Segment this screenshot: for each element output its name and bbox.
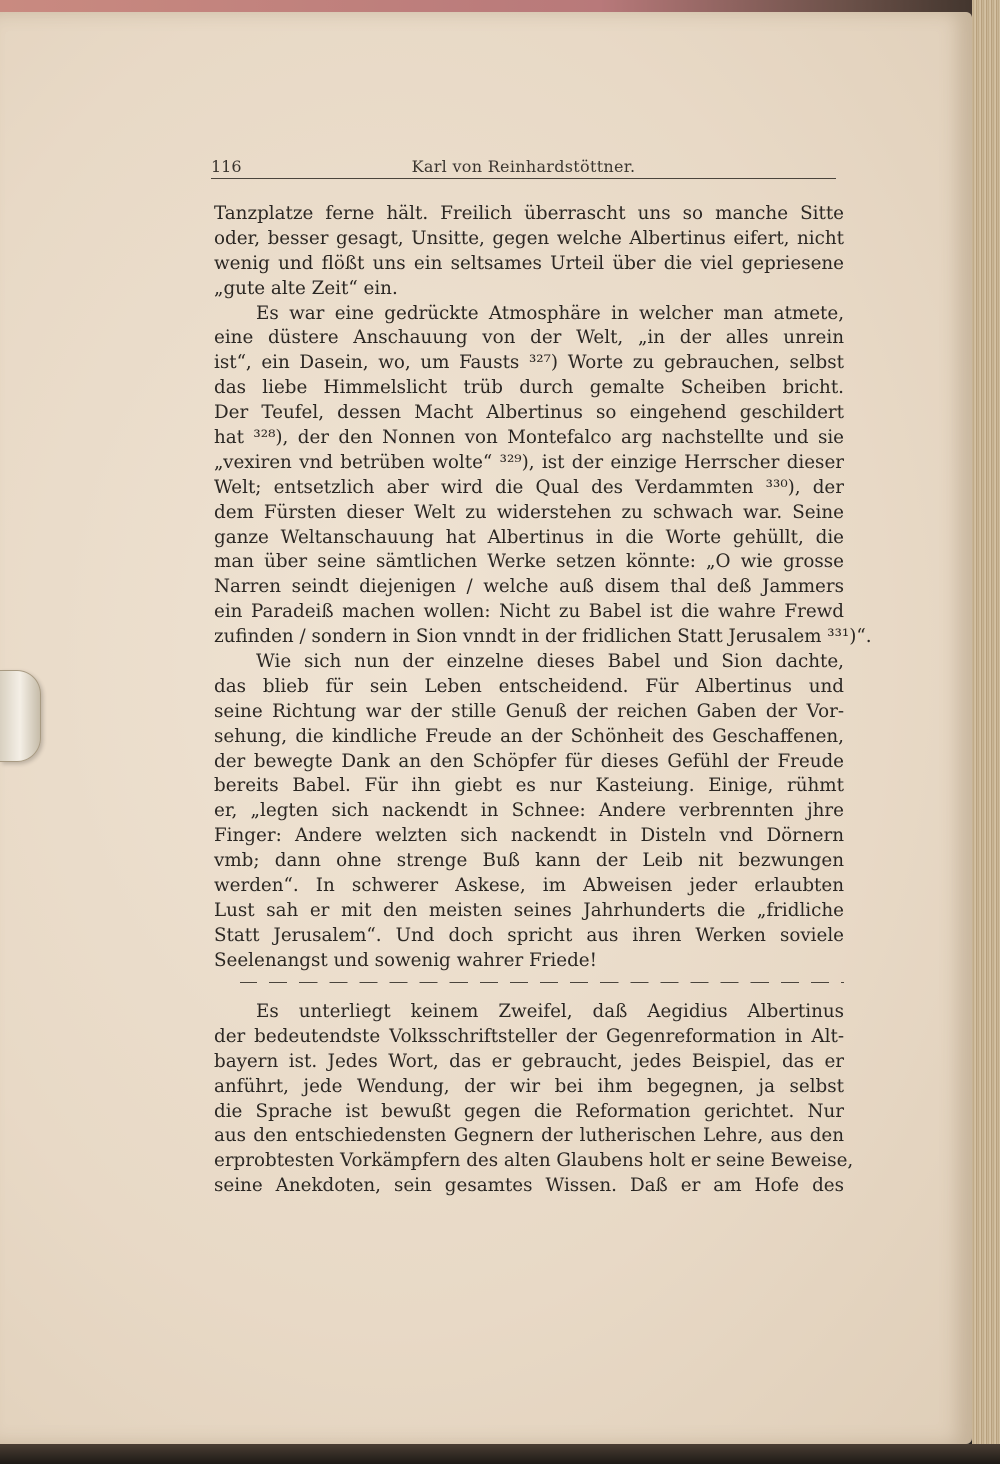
text-line: die Sprache ist bewußt gegen die Reformation gerichtet. Nur <box>214 1100 844 1122</box>
text-line: er, „legten sich nackendt in Schnee: Andere verbrennten jhre <box>214 800 844 822</box>
section-separator <box>240 982 844 983</box>
running-title: Karl von Reinhardstöttner. <box>411 157 636 176</box>
text-line: Welt; entsetzlich aber wird die Qual des Verdammten ³³⁰), der <box>214 476 844 498</box>
page-number: 116 <box>211 157 242 176</box>
text-line: Statt Jerusalem“. Und doch spricht aus ihren Werken soviele <box>214 924 844 946</box>
text-line: eine düstere Anschauung von der Welt, „in der alles unrein <box>214 327 844 349</box>
text-line: Es unterliegt keinem Zweifel, daß Aegidius Albertinus <box>256 1001 844 1022</box>
page-fore-edge <box>972 0 1000 1464</box>
text-line: Lust sah er mit den meisten seines Jahrhunderts die „fridliche <box>214 899 844 921</box>
text-line: „vexiren vnd betrüben wolte“ ³²⁹), ist der einzige Herrscher dieser <box>214 451 844 473</box>
text-line: vmb; dann ohne strenge Buß kann der Leib nit bezwungen <box>214 850 844 872</box>
text-line: erprobtesten Vorkämpfern des alten Glaubens holt er seine Beweise, <box>214 1150 854 1172</box>
text-line: anführt, jede Wendung, der wir bei ihm begegnen, ja selbst <box>214 1075 844 1097</box>
text-line: wenig und flößt uns ein seltsames Urteil über die viel gepriesene <box>214 252 844 274</box>
body-text <box>214 202 872 974</box>
text-line: Es war eine gedrückte Atmosphäre in welcher man atmete, <box>256 302 844 324</box>
book-bottom-edge <box>0 1444 1000 1464</box>
text-line: Finger: Andere welzten sich nackendt in Disteln vnd Dörnern <box>214 825 844 847</box>
text-line: werden“. In schwerer Askese, im Abweisen jeder erlaubten <box>214 875 844 897</box>
text-line: aus den entschiedensten Gegnern der lutherischen Lehre, aus den <box>214 1125 844 1147</box>
text-line: oder, besser gesagt, Unsitte, gegen welche Albertinus eifert, nicht <box>214 227 844 249</box>
text-line: Seelenangst und sowenig wahrer Friede! <box>214 949 597 971</box>
text-line: seine Anekdoten, sein gesamtes Wissen. Daß er am Hofe des <box>214 1175 844 1197</box>
text-line: bereits Babel. Für ihn giebt es nur Kasteiung. Einige, rühmt <box>214 775 844 797</box>
text-line: Narren seindt diejenigen / welche auß disem thal deß Jammers <box>214 576 844 598</box>
body-text-section-2 <box>214 1000 854 1199</box>
text-line: dem Fürsten dieser Welt zu widerstehen zu schwach war. Seine <box>214 501 844 523</box>
text-line: ist“, ein Dasein, wo, um Fausts ³²⁷) Worte zu gebrauchen, selbst <box>214 352 844 374</box>
text-line: der bewegte Dank an den Schöpfer für dieses Gefühl der Freude <box>214 750 844 772</box>
text-line: Tanzplatze ferne hält. Freilich überrascht uns so manche Sitte <box>214 203 844 224</box>
text-line: der bedeutendste Volksschriftsteller der Gegenreformation in Alt- <box>214 1025 844 1047</box>
text-line: hat ³²⁸), der den Nonnen von Montefalco arg nachstellte und sie <box>214 427 844 449</box>
text-line: zufinden / sondern in Sion vnndt in der fridlichen Statt Jerusalem ³³¹)“. <box>214 626 872 648</box>
page-clip <box>0 670 41 762</box>
text-line: seine Richtung war der stille Genuß der reichen Gaben der Vor- <box>214 700 844 722</box>
text-line: sehung, die kindliche Freude an der Schönheit des Geschaffenen, <box>214 725 844 747</box>
header-rule <box>211 178 836 179</box>
text-line: ganze Weltanschauung hat Albertinus in die Worte gehüllt, die <box>214 526 844 548</box>
text-line: Der Teufel, dessen Macht Albertinus so eingehend geschildert <box>214 402 844 424</box>
text-line: das liebe Himmelslicht trüb durch gemalte Scheiben bricht. <box>214 377 844 399</box>
text-line: ein Paradeiß machen wollen: Nicht zu Babel ist die wahre Frewd <box>214 601 844 623</box>
text-line: man über seine sämtlichen Werke setzen könnte: „O wie grosse <box>214 551 844 573</box>
text-line: das blieb für sein Leben entscheidend. Für Albertinus und <box>214 675 844 697</box>
text-line: „gute alte Zeit“ ein. <box>214 277 398 299</box>
text-line: bayern ist. Jedes Wort, das er gebraucht, jedes Beispiel, das er <box>214 1050 844 1072</box>
text-line: Wie sich nun der einzelne dieses Babel und Sion dachte, <box>256 651 844 673</box>
